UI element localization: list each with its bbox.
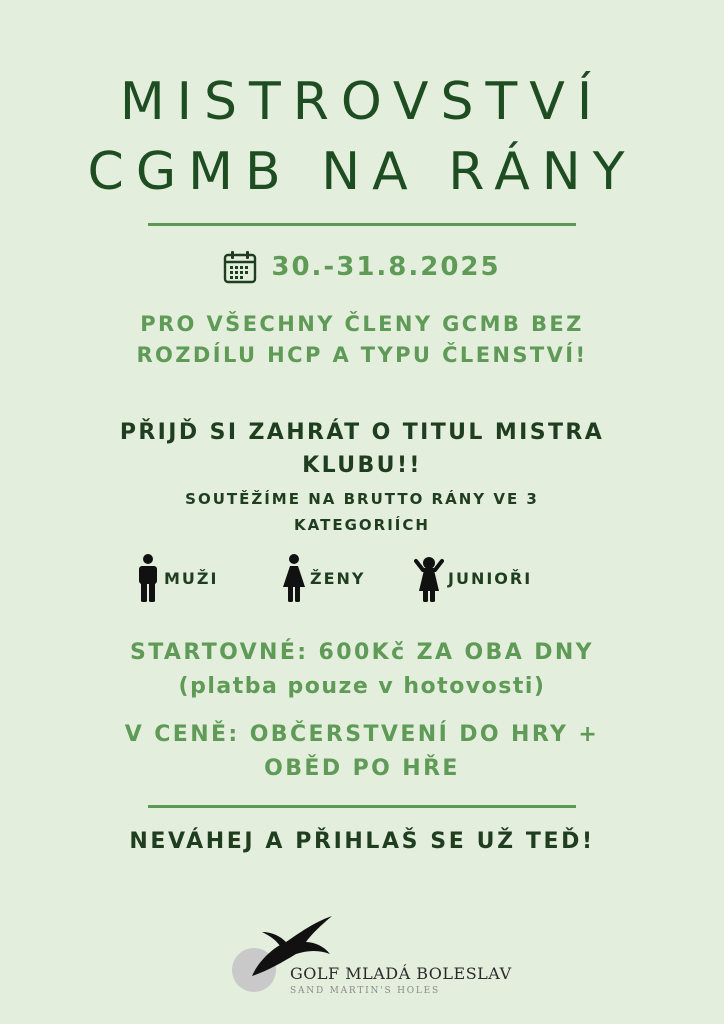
- event-date: 30.-31.8.2025: [271, 252, 501, 282]
- fee-line-1: STARTOVNÉ: 600Kč ZA OBA DNY: [129, 640, 595, 665]
- invite-subtext: [40, 486, 684, 538]
- club-logo: [228, 912, 528, 1002]
- invite-sub-line-1: SOUTĚŽÍME NA BRUTTO RÁNY VE 3: [185, 490, 539, 508]
- included-line-1: V CENĚ: OBČERSTVENÍ DO HRY +: [124, 722, 600, 747]
- calendar-icon: [223, 250, 257, 284]
- date-row: [0, 250, 724, 284]
- categories: [0, 552, 724, 604]
- included-line-2: OBĚD PO HŘE: [264, 756, 460, 781]
- eligibility-line-2: ROZDÍLU HCP A TYPU ČLENSTVÍ!: [136, 343, 588, 367]
- child-icon: [414, 553, 444, 603]
- title-line-1: MISTROVSTVÍ: [119, 72, 605, 132]
- invite-sub-line-2: KATEGORIÍCH: [294, 516, 430, 534]
- invite-heading: [40, 416, 684, 482]
- category-men: [136, 552, 218, 604]
- divider-top: [148, 223, 576, 226]
- invite-line-1: PŘIJĎ SI ZAHRÁT O TITUL MISTRA: [119, 420, 605, 445]
- logo-tagline: SAND MARTIN'S HOLES: [290, 986, 441, 996]
- logo-name: GOLF MLADÁ BOLESLAV: [290, 964, 512, 983]
- category-juniors-label: JUNIOŘI: [448, 568, 533, 588]
- invite-line-2: KLUBU!!: [302, 453, 422, 478]
- eligibility-line-1: PRO VŠECHNY ČLENY GCMB BEZ: [140, 312, 584, 336]
- category-men-label: MUŽI: [164, 568, 219, 588]
- fee-text: [40, 636, 684, 704]
- man-icon: [136, 553, 160, 603]
- call-to-action: NEVÁHEJ A PŘIHLAŠ SE UŽ TEĎ!: [129, 829, 595, 854]
- included-text: [40, 718, 684, 786]
- title-line-2: CGMB NA RÁNY: [87, 142, 637, 202]
- woman-icon: [282, 553, 306, 603]
- category-women-label: ŽENY: [310, 568, 366, 588]
- fee-line-2: (platba pouze v hotovosti): [178, 674, 546, 699]
- eligibility-text: [40, 309, 684, 371]
- category-juniors: [414, 552, 532, 604]
- divider-bottom: [148, 805, 576, 808]
- category-women: [282, 552, 366, 604]
